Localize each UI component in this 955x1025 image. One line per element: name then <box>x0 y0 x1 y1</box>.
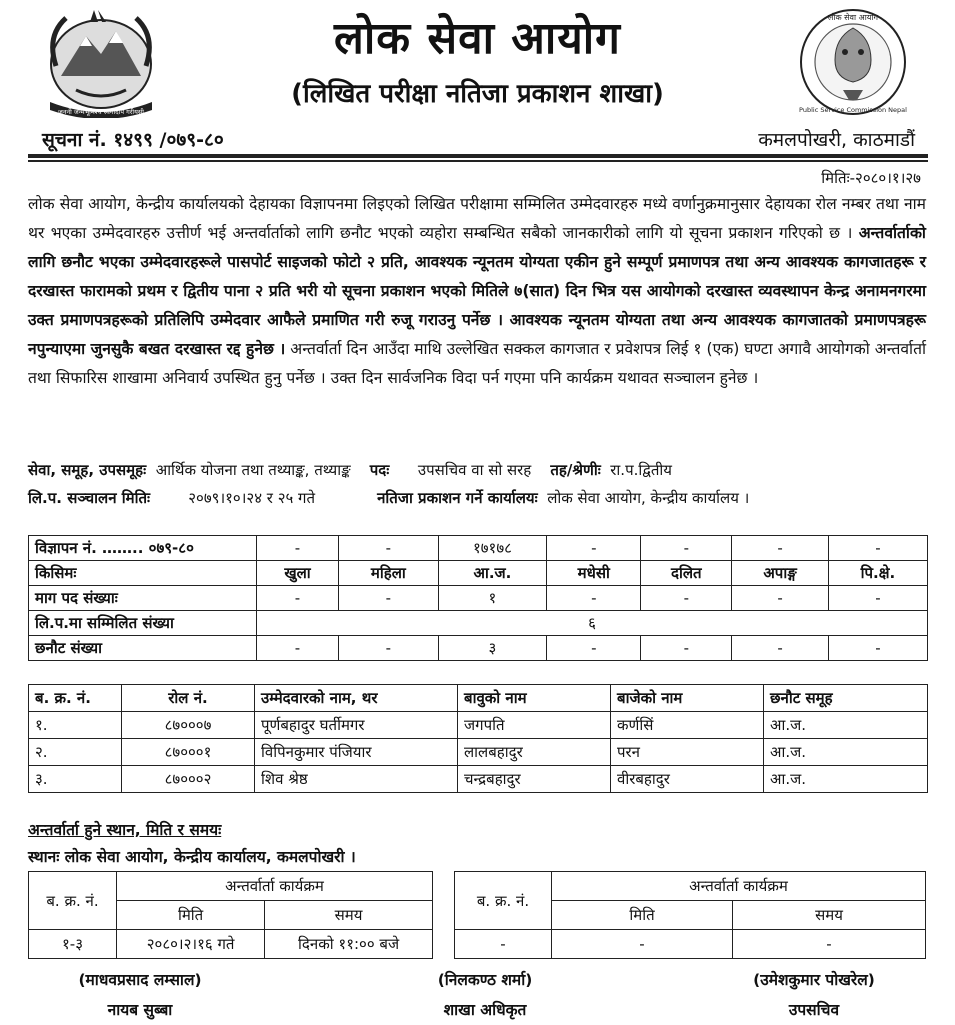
name-cell: शिव श्रेष्ठ <box>255 766 458 793</box>
appeared-row <box>29 611 928 636</box>
grandfather-cell: कर्णसिं <box>611 712 764 739</box>
type-header: दलित <box>641 561 732 586</box>
selected-row <box>29 636 928 661</box>
demand-value: - <box>338 586 438 611</box>
emblem-motto: जननी जन्मभूमिश्च स्वर्गादपि गरीयसी <box>58 108 144 116</box>
sn-header: ब. क्र. नं. <box>29 872 117 930</box>
schedule-date: २०८०।२।१६ गते <box>117 930 265 959</box>
body-instructions: अन्तर्वार्ताको लागि छनौट भएका उम्मेदवारहरूले पासपोर्ट साइजको फोटो २ प्रति, आवश्यक न्यूनतम योग्यता एकीन हुने सम्पूर्ण प्रमाणपत्र तथा अन्य आवश्यक कागजातहरू र दरखास्त फारामको प्रथम र द्वितीय पाना २ प्रति भरी यो सूचना प्रकाशन भएको मितिले ७(सात) दिन भित्र यस आयोगको दरखास्त व्यवस्थापन केन्द्र अनामनगरमा उक्त प्रमाणपत्रहरूको प्रतिलिपि उम्मेदवार आफैले प्रमाणित गरी रुजू गराउनु पर्नेछ । आवश्यक न्यूनतम योग्यता तथा अन्य आवश्यक कागजातको प्रमाणपत्रहरू नपुन्याएमा जुनसुकै बखत दरखास्त रद्द हुनेछ । <box>28 224 926 358</box>
selected-label: छनौट संख्या <box>29 636 257 661</box>
table-row <box>29 739 928 766</box>
candidates-header-row <box>29 685 928 712</box>
selected-value: - <box>338 636 438 661</box>
service-label: सेवा, समूह, उपसमूहः <box>28 461 147 479</box>
notice-number: सूचना नं. १४९९ /०७९-८० <box>42 129 224 151</box>
roll-cell: ८७०००२ <box>122 766 255 793</box>
type-header: खुला <box>257 561 339 586</box>
candidates-table <box>28 684 928 793</box>
father-cell: चन्द्रबहादुर <box>458 766 611 793</box>
ad-value: - <box>828 536 927 561</box>
exam-date-value: २०७९।१०।२४ र २५ गते <box>188 489 316 507</box>
selected-value: - <box>828 636 927 661</box>
demand-value: - <box>828 586 927 611</box>
group-cell: आ.ज. <box>764 766 928 793</box>
interview-heading: अन्तर्वार्ता हुने स्थान, मिति र समयः <box>28 821 222 839</box>
demand-value: - <box>257 586 339 611</box>
program-header: अन्तर्वार्ता कार्यक्रम <box>552 872 926 901</box>
page-subtitle: (लिखित परीक्षा नतिजा प्रकाशन शाखा) <box>291 79 664 109</box>
column-header: उम्मेदवारको नाम, थर <box>255 685 458 712</box>
header-divider <box>28 154 928 162</box>
result-office-label: नतिजा प्रकाशन गर्ने कार्यालयः <box>377 489 538 507</box>
sn-header: ब. क्र. नं. <box>455 872 552 930</box>
interview-schedule-left <box>28 871 433 959</box>
column-header: बाजेको नाम <box>611 685 764 712</box>
post-value: उपसचिव वा सो सरह <box>417 461 532 479</box>
program-header: अन्तर्वार्ता कार्यक्रम <box>117 872 433 901</box>
column-header: बावुको नाम <box>458 685 611 712</box>
ad-value: - <box>257 536 339 561</box>
date-header: मिति <box>552 901 733 930</box>
time-header: समय <box>265 901 433 930</box>
exam-date-label: लि.प. सञ्चालन मितिः <box>28 489 151 507</box>
signatory-name: (माधवप्रसाद लम्साल) <box>78 971 202 989</box>
schedule-time: दिनको ११:०० बजे <box>265 930 433 959</box>
body-paragraph-3: अन्तर्वार्ता दिन आउँदा माथि उल्लेखित सक्कल कागजात र प्रवेशपत्र लिई १ (एक) घण्टा अगावै आयोगको अन्तर्वार्ता तथा सिफारिस शाखामा अनिवार्य उपस्थित हुनु पर्नेछ । उक्त दिन सार्वजनिक विदा पर्न गएमा पनि कार्यक्रम यथावत सञ्चालन हुनेछ । <box>28 340 926 387</box>
table-row <box>29 766 928 793</box>
demand-row <box>29 586 928 611</box>
result-office-value: लोक सेवा आयोग, केन्द्रीय कार्यालय । <box>547 489 750 507</box>
ad-row <box>29 536 928 561</box>
type-header: महिला <box>338 561 438 586</box>
time-header: समय <box>733 901 926 930</box>
demand-value: - <box>732 586 829 611</box>
ad-value: - <box>547 536 641 561</box>
notice-date: मितिः-२०८०।१।२७ <box>821 169 921 187</box>
serial-cell: ३. <box>29 766 122 793</box>
signature-block <box>345 968 625 1020</box>
demand-value: - <box>641 586 732 611</box>
seal-top-text: लोक सेवा आयोग <box>827 13 879 22</box>
level-value: रा.प.द्वितीय <box>610 461 673 479</box>
signatory-name: (निलकण्ठ शर्मा) <box>437 971 533 989</box>
selected-value: - <box>257 636 339 661</box>
ad-label: विज्ञापन नं. …….. ०७९-८० <box>29 536 257 561</box>
type-header: अपाङ्ग <box>732 561 829 586</box>
service-info-row <box>28 460 928 480</box>
level-label: तह/श्रेणीः <box>550 461 601 479</box>
type-row <box>29 561 928 586</box>
grandfather-cell: वीरबहादुर <box>611 766 764 793</box>
schedule-row <box>455 930 926 959</box>
ad-value: - <box>732 536 829 561</box>
interview-venue: स्थानः लोक सेवा आयोग, केन्द्रीय कार्यालय, कमलपोखरी । <box>28 848 356 866</box>
signatory-title: उपसचिव <box>788 1001 840 1019</box>
selected-value: - <box>732 636 829 661</box>
father-cell: जगपति <box>458 712 611 739</box>
schedule-time: - <box>733 930 926 959</box>
ad-value: - <box>338 536 438 561</box>
schedule-sn: १-३ <box>29 930 117 959</box>
grandfather-cell: परन <box>611 739 764 766</box>
father-cell: लालबहादुर <box>458 739 611 766</box>
group-cell: आ.ज. <box>764 739 928 766</box>
signature-block <box>674 968 954 1020</box>
appeared-label: लि.प.मा सम्मिलित संख्या <box>29 611 257 636</box>
selected-value: ३ <box>438 636 546 661</box>
office-location: कमलपोखरी, काठमाडौं <box>758 129 915 151</box>
demand-label: माग पद संख्याः <box>29 586 257 611</box>
schedule-row <box>29 930 433 959</box>
demand-value: - <box>547 586 641 611</box>
serial-cell: १. <box>29 712 122 739</box>
roll-cell: ८७०००१ <box>122 739 255 766</box>
schedule-date: - <box>552 930 733 959</box>
column-header: रोल नं. <box>122 685 255 712</box>
seal-text: Public Service Commission Nepal <box>799 106 907 114</box>
page-title: लोक सेवा आयोग <box>334 13 621 64</box>
group-cell: आ.ज. <box>764 712 928 739</box>
signatory-title: नायब सुब्बा <box>107 1001 173 1019</box>
exam-info-row <box>28 488 928 508</box>
signatory-name: (उमेशकुमार पोखरेल) <box>753 971 875 989</box>
demand-value: १ <box>438 586 546 611</box>
serial-cell: २. <box>29 739 122 766</box>
table-row <box>29 712 928 739</box>
type-header: मधेसी <box>547 561 641 586</box>
roll-cell: ८७०००७ <box>122 712 255 739</box>
vacancy-table <box>28 535 928 661</box>
type-label: किसिमः <box>29 561 257 586</box>
name-cell: पूर्णबहादुर घर्तीमगर <box>255 712 458 739</box>
notice-body <box>28 190 926 393</box>
column-header: छनौट समूह <box>764 685 928 712</box>
selected-value: - <box>641 636 732 661</box>
post-label: पदः <box>369 461 390 479</box>
type-header: पि.क्षे. <box>828 561 927 586</box>
date-header: मिति <box>117 901 265 930</box>
name-cell: विपिनकुमार पंजियार <box>255 739 458 766</box>
ad-value: - <box>641 536 732 561</box>
body-paragraph-1: लोक सेवा आयोग, केन्द्रीय कार्यालयको देहायका विज्ञापनमा लिइएको लिखित परीक्षामा सम्मिलित उम्मेदवारहरु मध्ये वर्णानुक्रमानुसार देहायका रोल नम्बर तथा नाम थर भएका उम्मेदवारहरु उत्तीर्ण भई अन्तर्वार्ताको लागि छनौट भएको व्यहोरा सम्बन्धित सबैको जानकारीको लागि यो सूचना प्रकाशन गरिएको छ । <box>28 195 926 242</box>
selected-value: - <box>547 636 641 661</box>
type-header: आ.ज. <box>438 561 546 586</box>
signatory-title: शाखा अधिकृत <box>443 1001 527 1019</box>
service-value: आर्थिक योजना तथा तथ्याङ्क, तथ्याङ्क <box>155 461 351 479</box>
interview-schedule-right <box>454 871 926 959</box>
appeared-value: ६ <box>257 611 928 636</box>
schedule-sn: - <box>455 930 552 959</box>
column-header: ब. क्र. नं. <box>29 685 122 712</box>
ad-value: १७१७८ <box>438 536 546 561</box>
signature-block <box>0 968 280 1020</box>
